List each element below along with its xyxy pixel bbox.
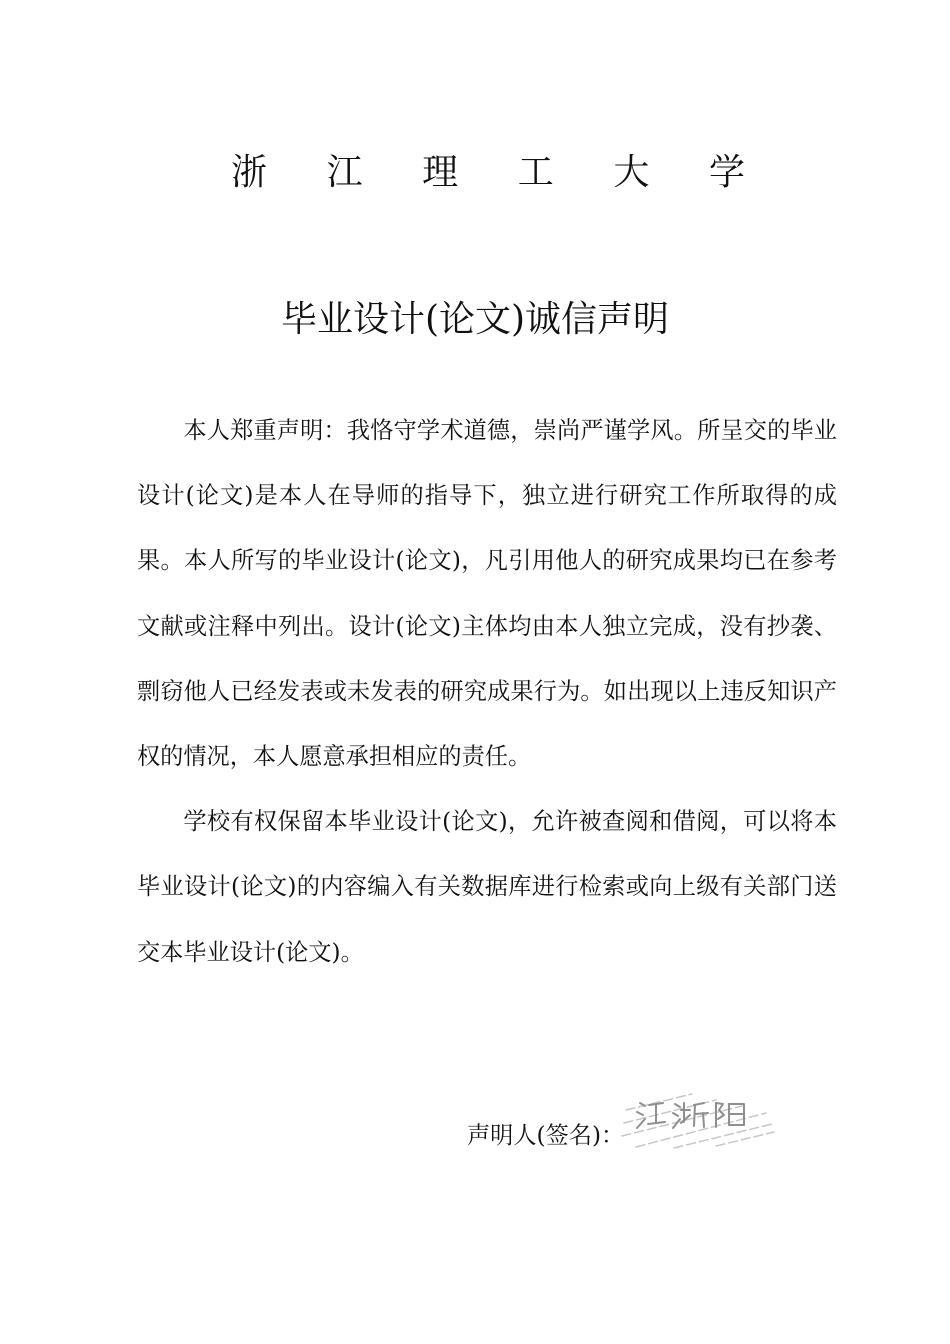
university-char: 工 (517, 152, 554, 193)
document-title: 毕业设计(论文)诚信声明 (280, 299, 670, 340)
signature-label: 声明人(签名)： (467, 1122, 625, 1149)
authorization-paragraph: 学校有权保留本毕业设计(论文)，允许被查阅和借阅，可以将本毕业设计(论文)的内容编入有关数据库进行检索或向上级有关部门送交本毕业设计(论文)。 (137, 808, 837, 966)
university-char: 浙 (230, 152, 267, 193)
university-char: 理 (422, 152, 459, 193)
handwritten-signature (620, 1092, 778, 1152)
university-char: 大 (613, 152, 650, 193)
university-char: 学 (708, 152, 745, 193)
declaration-paragraph: 本人郑重声明：我恪守学术道德，崇尚严谨学风。所呈交的毕业设计(论文)是本人在导师的指导下，独立进行研究工作所取得的成果。本人所写的毕业设计(论文)，凡引用他人的研究成果均已在参考文献或注释中列出。设计(论文)主体均由本人独立完成，没有抄袭、剽窃他人已经发表或未发表的研究成果行为。如出现以上违反知识产权的情况，本人愿意承担相应的责任。 (137, 417, 837, 771)
declaration-body (137, 398, 837, 985)
university-char: 江 (326, 152, 363, 193)
university-name (228, 147, 748, 199)
